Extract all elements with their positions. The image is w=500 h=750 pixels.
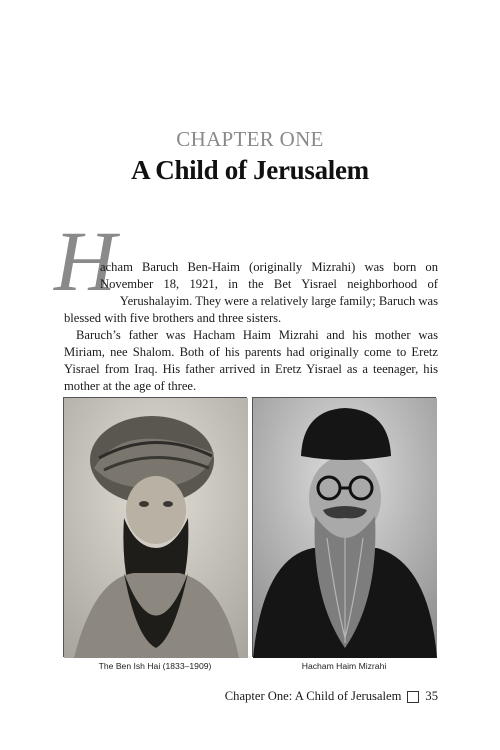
- p1-line-rest: blessed with five brothers and three sisters.: [64, 311, 282, 325]
- separator-square-icon: [407, 691, 419, 703]
- p1-line-2: November 18, 1921, in the Bet Yisrael neighborhood of: [100, 277, 438, 291]
- running-footer: [225, 689, 438, 704]
- portrait-ben-ish-hai: [63, 397, 247, 657]
- caption-right: Hacham Haim Mizrahi: [301, 661, 387, 671]
- drop-cap-letter: H: [54, 213, 117, 309]
- running-title: Chapter One: A Child of Jerusalem: [224, 689, 402, 703]
- p1-line-3: Yerushalayim. They were a relatively large family; Baruch was: [119, 294, 438, 308]
- p1-line-1: acham Baruch Ben-Haim (originally Mizrahi) was born on: [100, 260, 438, 274]
- drop-cap-h: [52, 213, 117, 309]
- chapter-label: CHAPTER ONE: [176, 127, 324, 151]
- portrait-hacham-haim-mizrahi: [252, 397, 436, 657]
- paragraph-2: Baruch’s father was Hacham Haim Mizrahi and his mother was Miriam, nee Shalom. Both of his parents had originally come to Eretz Yisrael from Iraq. His father arrived in Eretz Yisrael as a teenager, his mother at the age of three.: [64, 328, 438, 393]
- chapter-title: A Child of Jerusalem: [131, 155, 369, 185]
- paragraph-1-first-lines: [100, 259, 438, 293]
- page-number: 35: [425, 689, 438, 703]
- caption-left: The Ben Ish Hai (1833–1909): [98, 661, 212, 671]
- paragraph-1-continuation: [64, 293, 438, 327]
